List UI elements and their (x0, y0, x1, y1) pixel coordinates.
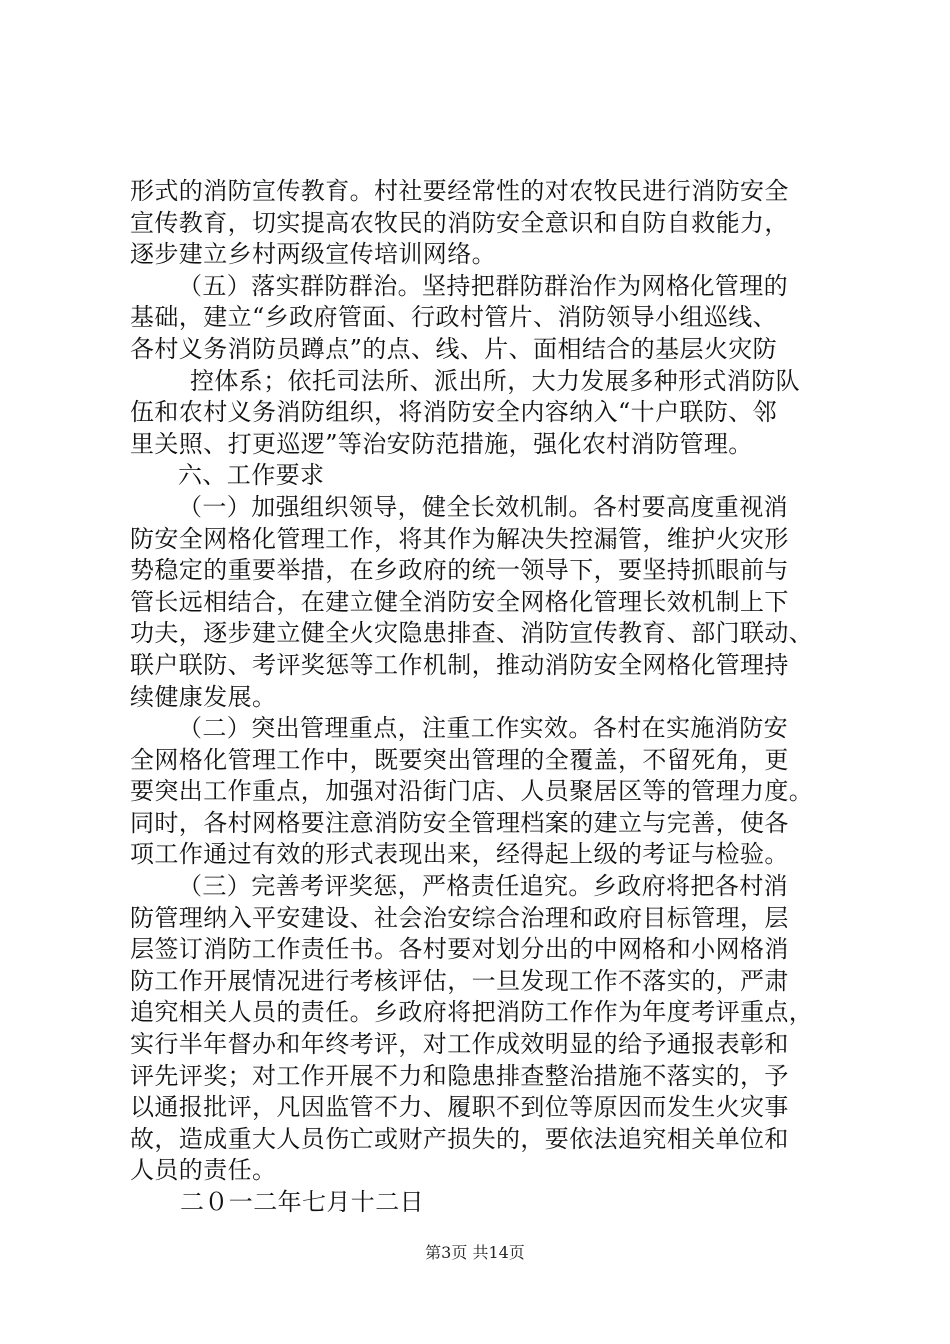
text-line: 防工作开展情况进行考核评估，一旦发现工作不落实的，严肃 (130, 966, 789, 995)
text-line: 项工作通过有效的形式表现出来，经得起上级的考证与检验。 (130, 840, 789, 869)
text-line: 管长远相结合，在建立健全消防安全网格化管理长效机制上下 (130, 587, 789, 616)
paragraph-heading-line: （五）落实群防群治。坚持把群防群治作为网格化管理的 (178, 271, 788, 300)
document-body (130, 176, 830, 1219)
page-number-footer: 第3页 共14页 (425, 1243, 525, 1262)
paragraph-heading-line: （二）突出管理重点，注重工作实效。各村在实施消防安 (178, 714, 788, 743)
text-line: 同时，各村网格要注意消防安全管理档案的建立与完善，使各 (130, 808, 789, 837)
text-line: 追究相关人员的责任。乡政府将把消防工作作为年度考评重点， (130, 998, 814, 1027)
paragraph-heading-line: （三）完善考评奖惩，严格责任追究。乡政府将把各村消 (178, 872, 788, 901)
section-heading: 六、工作要求 (178, 461, 325, 490)
text-line: 评先评奖；对工作开展不力和隐患排查整治措施不落实的，予 (130, 1061, 789, 1090)
text-line: 要突出工作重点，加强对沿街门店、人员聚居区等的管理力度。 (130, 777, 814, 806)
text-line: 各村义务消防员蹲点”的点、线、片、面相结合的基层火灾防 (130, 334, 778, 363)
text-line: 层签订消防工作责任书。各村要对划分出的中网格和小网格消 (130, 935, 789, 964)
text-line: 控体系；依托司法所、派出所，大力发展多种形式消防队 (190, 366, 800, 395)
text-line: 续健康发展。 (130, 682, 277, 711)
text-line: 伍和农村义务消防组织，将消防安全内容纳入“十户联防、邻 (130, 398, 778, 427)
text-line: 全网格化管理工作中，既要突出管理的全覆盖，不留死角，更 (130, 745, 789, 774)
text-line: 实行半年督办和年终考评，对工作成效明显的给予通报表彰和 (130, 1030, 789, 1059)
text-line: 联户联防、考评奖惩等工作机制，推动消防安全网格化管理持 (130, 650, 789, 679)
paragraph-heading-line: （一）加强组织领导，健全长效机制。各村要高度重视消 (178, 492, 788, 521)
text-line: 故，造成重大人员伤亡或财产损失的，要依法追究相关单位和 (130, 1124, 789, 1153)
text-line: 形式的消防宣传教育。村社要经常性的对农牧民进行消防安全 (130, 177, 789, 205)
text-line: 功夫，逐步建立健全火灾隐患排查、消防宣传教育、部门联动、 (130, 619, 814, 648)
document-date: 二０一二年七月十二日 (180, 1188, 424, 1216)
text-line: 以通报批评，凡因监管不力、履职不到位等原因而发生火灾事 (130, 1093, 789, 1122)
text-line: 里关照、打更巡逻”等治安防范措施，强化农村消防管理。 (130, 429, 753, 458)
text-line: 人员的责任。 (130, 1156, 277, 1185)
text-line: 逐步建立乡村两级宣传培训网络。 (130, 240, 496, 269)
text-line: 防安全网格化管理工作，将其作为解决失控漏管，维护火灾形 (130, 524, 789, 553)
text-line: 防管理纳入平安建设、社会治安综合治理和政府目标管理，层 (130, 903, 789, 932)
text-line: 宣传教育，切实提高农牧民的消防安全意识和自防自救能力， (130, 208, 789, 237)
text-line: 基础，建立“乡政府管面、行政村管片、消防领导小组巡线、 (130, 303, 778, 332)
text-line: 势稳定的重要举措，在乡政府的统一领导下，要坚持抓眼前与 (130, 556, 789, 585)
